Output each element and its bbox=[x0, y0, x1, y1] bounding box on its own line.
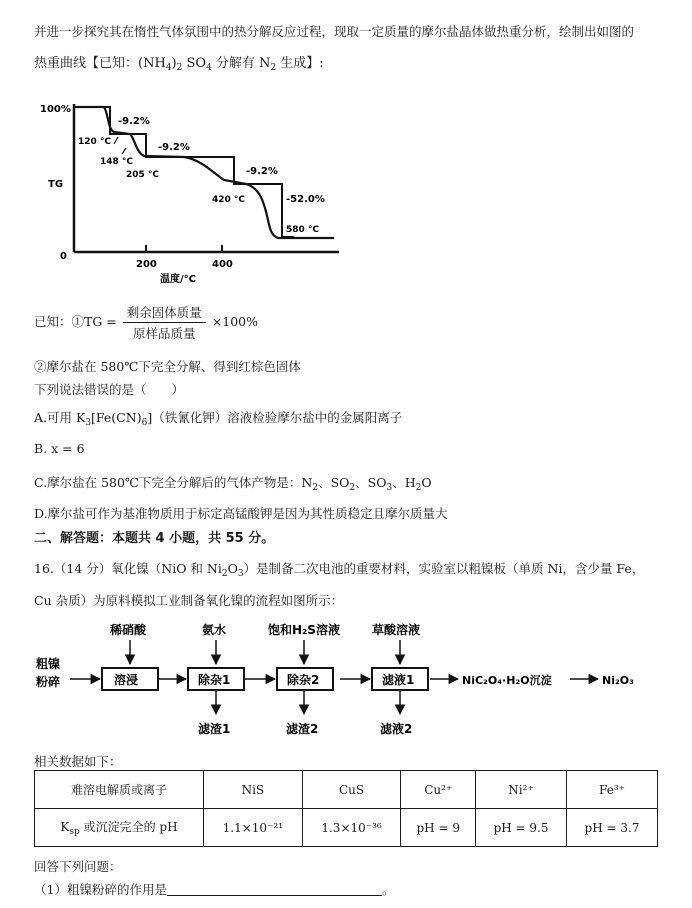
tg-annotation: -9.2% bbox=[246, 166, 278, 177]
flow-step-box: 溶浸 bbox=[114, 673, 139, 687]
option-b: B. x = 6 bbox=[34, 441, 85, 456]
tg-x-tick: 200 bbox=[136, 259, 157, 270]
table-caption: 相关数据如下： bbox=[34, 754, 122, 769]
table-cell: 1.3×10⁻³⁶ bbox=[302, 809, 401, 847]
table-header-cell: Fe³⁺ bbox=[567, 771, 658, 809]
table-cell: 1.1×10⁻²¹ bbox=[204, 809, 303, 847]
tg-definition: 已知：①TG = $\frac{\text{剩余固体质量}}{\text{原样品质量}}$ ×100% bbox=[34, 305, 258, 341]
flow-reagent: 饱和H₂S溶液 bbox=[268, 623, 340, 637]
table-row-label: $K_{sp}$ 或沉淀完全的 pH bbox=[35, 809, 204, 847]
flow-reagent: 草酸溶液 bbox=[372, 623, 421, 637]
flow-reagent: 氨水 bbox=[202, 623, 227, 637]
answer-blank[interactable] bbox=[167, 883, 382, 896]
flow-final-product: Ni₂O₃ bbox=[602, 674, 634, 687]
flow-residue: 滤液2 bbox=[380, 722, 413, 736]
flow-step-box: 滤液1 bbox=[382, 673, 415, 687]
section-title: 二、解答题：本题共 4 小题，共 55 分。 bbox=[34, 531, 275, 546]
q16-line-2: Cu 杂质）为原料模拟工业制备氧化镍的流程如图所示： bbox=[34, 593, 344, 608]
table-header-cell: Ni²⁺ bbox=[476, 771, 567, 809]
tg-annotation: -9.2% bbox=[158, 142, 190, 153]
flow-step-box: 除杂1 bbox=[198, 673, 231, 687]
option-c: C.摩尔盐在 580℃下完全分解后的气体产物是：$N_2$、$SO_2$、$SO_3$、$H_2O$ bbox=[34, 475, 432, 493]
option-d: D.摩尔盐可作为基准物质用于标定高锰酸钾是因为其性质稳定且摩尔质量大 bbox=[34, 506, 448, 521]
intro-line-1: 并进一步探究其在惰性气体氛围中的热分解反应过程，现取一定质量的摩尔盐晶体做热重分析，绘制出如图的 bbox=[34, 24, 635, 39]
table-header-cell: Cu²⁺ bbox=[401, 771, 476, 809]
answer-prompt: 回答下列问题： bbox=[34, 859, 122, 874]
flow-start-label: 粗镍 bbox=[36, 657, 61, 671]
tg-annotation: 120 °C bbox=[78, 137, 112, 147]
table-header-cell: 难溶电解质或离子 bbox=[35, 771, 204, 809]
process-flow-diagram bbox=[34, 612, 664, 747]
table-cell: pH = 3.7 bbox=[567, 809, 658, 847]
tg-annotation: 580 °C bbox=[286, 225, 320, 235]
table-header-cell: NiS bbox=[204, 771, 303, 809]
tg-y-axis-label: TG bbox=[48, 179, 64, 190]
tg-annotation: -9.2% bbox=[118, 116, 150, 127]
flow-residue: 滤渣2 bbox=[286, 722, 319, 736]
tg-y-top-label: 100% bbox=[40, 104, 71, 115]
tg-x-axis-label: 温度/°C bbox=[160, 274, 196, 285]
flow-residue: 滤渣1 bbox=[198, 722, 231, 736]
tg-origin-label: 0 bbox=[60, 251, 67, 262]
tg-annotation: 420 °C bbox=[212, 195, 246, 205]
flow-reagent: 稀硝酸 bbox=[110, 623, 147, 637]
flow-product: NiC₂O₄·H₂O沉淀 bbox=[462, 674, 552, 687]
option-a: A.可用 $K_3[Fe(CN)_6]$（铁氰化钾）溶液检验摩尔盐中的金属阳离子 bbox=[34, 410, 403, 428]
answer-q1: （1）粗镍粉碎的作用是 。 bbox=[34, 882, 395, 897]
q16-line-1: 16.（14 分）氧化镍（NiO 和 $Ni_2O_3$）是制备二次电池的重要材料，实验室以粗镍板（单质 Ni，含少量 Fe， bbox=[34, 561, 645, 579]
table-header-row bbox=[35, 771, 658, 809]
known-item-2: ②摩尔盐在 580℃下完全分解、得到红棕色固体 bbox=[34, 359, 301, 374]
tg-curve-figure bbox=[34, 92, 364, 292]
table-cell: pH = 9 bbox=[401, 809, 476, 847]
tg-fraction: $\frac{\text{剩余固体质量}}{\text{原样品质量}}$ bbox=[123, 303, 206, 342]
tg-x-tick: 400 bbox=[212, 259, 233, 270]
table-cell: pH = 9.5 bbox=[476, 809, 567, 847]
data-table bbox=[34, 770, 658, 847]
flow-start-label: 粉碎 bbox=[36, 675, 61, 689]
table-row bbox=[35, 809, 658, 847]
tg-annotation: -52.0% bbox=[286, 194, 325, 205]
tg-annotation: 205 °C bbox=[126, 170, 160, 180]
tg-annotation: 148 °C bbox=[100, 157, 134, 167]
flow-step-box: 除杂2 bbox=[287, 673, 320, 687]
intro-line-2: 热重曲线【已知：$(NH_4)_2$ $SO_4$ 分解有 $N_2$ 生成】: bbox=[34, 56, 324, 73]
table-header-cell: CuS bbox=[302, 771, 401, 809]
question-stem: 下列说法错误的是（ ） bbox=[34, 382, 185, 397]
